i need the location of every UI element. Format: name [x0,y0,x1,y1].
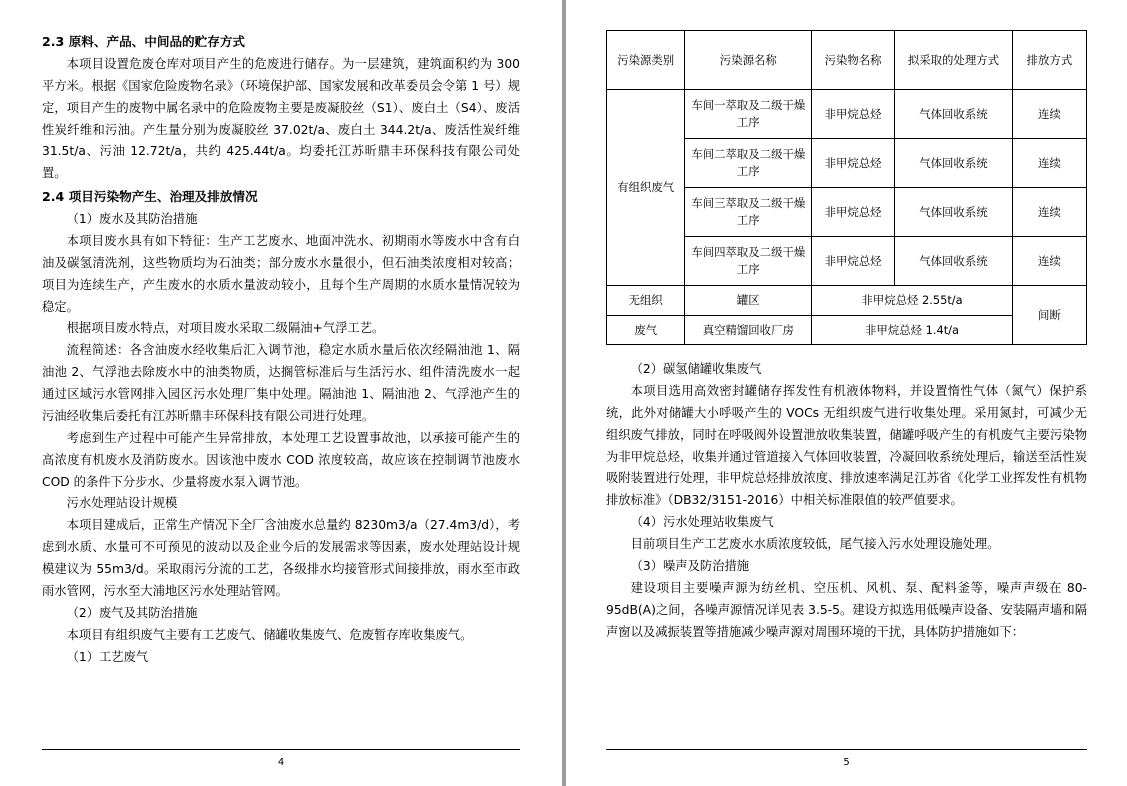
paragraph-tank-gas: 本项目选用高效密封罐储存挥发性有机液体物料，并设置惰性气体（氮气）保护系统，此外对储罐大小呼吸产生的 VOCs 无组织废气进行收集处理。采用氮封，可减少无组织废气排放，同时在呼吸阀外设置泄放收集装置，储罐呼吸产生的有机废气主要污染物为非甲烷总烃，收集并通过管道接入气体回收装置，冷凝回收系统处理后，输送至活性炭吸附装置进行处理，非甲烷总烃排放浓度、排放速率满足江苏省《化学工业挥发性有机物排放标准》（DB32/3151-2016）中相关标准限值的较严值要求。 [606,383,1087,508]
cell-discharge: 连续 [1012,188,1086,237]
paragraph-wastewater-characteristics: 本项目废水具有如下特征：生产工艺废水、地面冲洗水、初期雨水等废水中含有白油及碳氢清洗剂，这些物质均为石油类；部分废水水量很小，但石油类浓度相对较高；项目为连续生产，产生废水的水质水量波动较小，且每个生产周期的水质水量情况较为稳定。 [42,233,520,314]
cell-value-tank-area: 非甲烷总烃 2.55t/a [812,286,1013,316]
cell-discharge: 连续 [1012,90,1086,139]
cell-source: 车间三萃取及二级干燥工序 [685,188,812,237]
cell-discharge: 连续 [1012,237,1086,286]
page-right-content [606,30,1087,643]
cell-discharge: 连续 [1012,139,1086,188]
cell-treatment: 气体回收系统 [894,188,1012,237]
cell-value-vacuum-distillation: 非甲烷总烃 1.4t/a [812,315,1013,345]
paragraph-noise: 建设项目主要噪声源为纺丝机、空压机、风机、泵、配料釜等，噪声声级在 80-95dB(A)之间，各噪声源情况详见表 3.5-5。建设方拟选用低噪声设备、安装隔声墙和隔声窗以及减振装置等措施减少噪声源对周围环境的干扰，具体防护措施如下： [606,580,1087,639]
table-header-category: 污染源类别 [607,31,685,90]
list-item-tank-gas: （2）碳氢储罐收集废气 [630,362,762,377]
page-number-left: 4 [277,757,285,768]
cell-pollutant: 非甲烷总烃 [812,188,895,237]
footer-divider [42,749,520,750]
paragraph-design-scale: 本项目建成后，正常生产情况下全厂含油废水总量约 8230m3/a（27.4m3/d），考虑到水质、水量可不可预见的波动以及企业今后的发展需求等因素，废水处理站设计规模建议为 55m3/d。采取雨污分流的工艺，各级排水均接管形式间接排放，雨水至市政雨水管网，污水至大浦地区污水处理站管网。 [42,518,520,598]
paragraph-process-choice: 根据项目废水特点，对项目废水采取二级隔油+气浮工艺。 [66,321,385,336]
paragraph-abnormal-discharge: 考虑到生产过程中可能产生异常排放，本处理工艺设置事故池，以承接可能产生的高浓度有机废水及消防废水。因该池中废水 COD 浓度较高，故应该在控制调节池废水 COD 的条件下分步水、少量将废水泵入调节池。 [42,430,520,489]
cell-pollutant: 非甲烷总烃 [812,237,895,286]
cell-treatment: 气体回收系统 [894,237,1012,286]
cell-category-unorganized-1: 无组织 [607,286,685,316]
heading-2-4: 2.4 项目污染物产生、治理及排放情况 [42,189,258,205]
list-item-station-gas: （4）污水处理站收集废气 [630,515,774,530]
heading-2-3: 2.3 原料、产品、中间品的贮存方式 [42,34,246,49]
cell-source-vacuum-distillation: 真空精馏回收厂房 [685,315,812,345]
cell-category-unorganized-2: 废气 [607,315,685,345]
cell-category-organized: 有组织废气 [607,90,685,286]
table-header-row [607,31,1087,90]
table-header-treatment: 拟采取的处理方式 [894,31,1012,90]
paragraph-storage: 本项目设置危废仓库对项目产生的危废进行储存。为一层建筑，建筑面积约为 300 平方米。根据《国家危险废物名录》（环境保护部、国家发展和改革委员会令第 1 号）规定，项目产生的废物中属名录中的危险废物主要是废凝胶丝（S1）、废白土（S4）、废活性炭纤维和污油。产生量分别为废凝胶丝 37.02t/a、废白土 344.2t/a、废活性炭纤维 31.5t/a、污油 12.72t/a，共约 425.44t/a。均委托江苏昕鼎丰环保科技有限公司处置。 [42,56,520,181]
cell-discharge-intermittent: 间断 [1012,286,1086,345]
paragraph-process-flow: 流程简述：各含油废水经收集后汇入调节池，稳定水质水量后依次经隔油池 1、隔油池 2、气浮池去除废水中的油类物质，达搁管标准后与生活污水、组件清洗废水一起通过区域污水管网排入园区污水处理厂集中处理。隔油池 1、隔油池 2、气浮池产生的污油经收集后委托有江苏昕鼎丰环保科技有限公司进行处理。 [42,343,520,423]
paragraph-station-gas: 目前项目生产工艺废水水质浓度较低，尾气接入污水处理设施处理。 [630,537,1000,552]
cell-source: 车间一萃取及二级干燥工序 [685,90,812,139]
list-item-process-gas: （1）工艺废气 [66,649,149,664]
table-row [607,90,1087,139]
cell-treatment: 气体回收系统 [894,90,1012,139]
cell-pollutant: 非甲烷总烃 [812,139,895,188]
table-header-source: 污染源名称 [685,31,812,90]
table-header-discharge: 排放方式 [1012,31,1086,90]
page-left [0,0,562,786]
cell-treatment: 气体回收系统 [894,139,1012,188]
pollutant-table [606,30,1087,345]
footer-divider [606,749,1087,750]
list-item-wastewater: （1）废水及其防治措施 [66,212,198,227]
table-row [607,286,1087,316]
page-number-right: 5 [843,757,850,768]
page-left-content [42,30,520,668]
list-item-noise: （3）噪声及防治措施 [630,558,750,573]
cell-pollutant: 非甲烷总烃 [812,90,895,139]
paragraph-waste-gas: 本项目有组织废气主要有工艺废气、储罐收集废气、危废暂存库收集废气。 [66,627,473,642]
list-item-waste-gas: （2）废气及其防治措施 [66,605,198,620]
cell-source: 车间二萃取及二级干燥工序 [685,139,812,188]
cell-source: 车间四萃取及二级干燥工序 [685,237,812,286]
subheading-design-scale: 污水处理站设计规模 [66,496,178,511]
cell-source-tank-area: 罐区 [685,286,812,316]
table-header-pollutant: 污染物名称 [812,31,895,90]
page-right [566,0,1127,786]
